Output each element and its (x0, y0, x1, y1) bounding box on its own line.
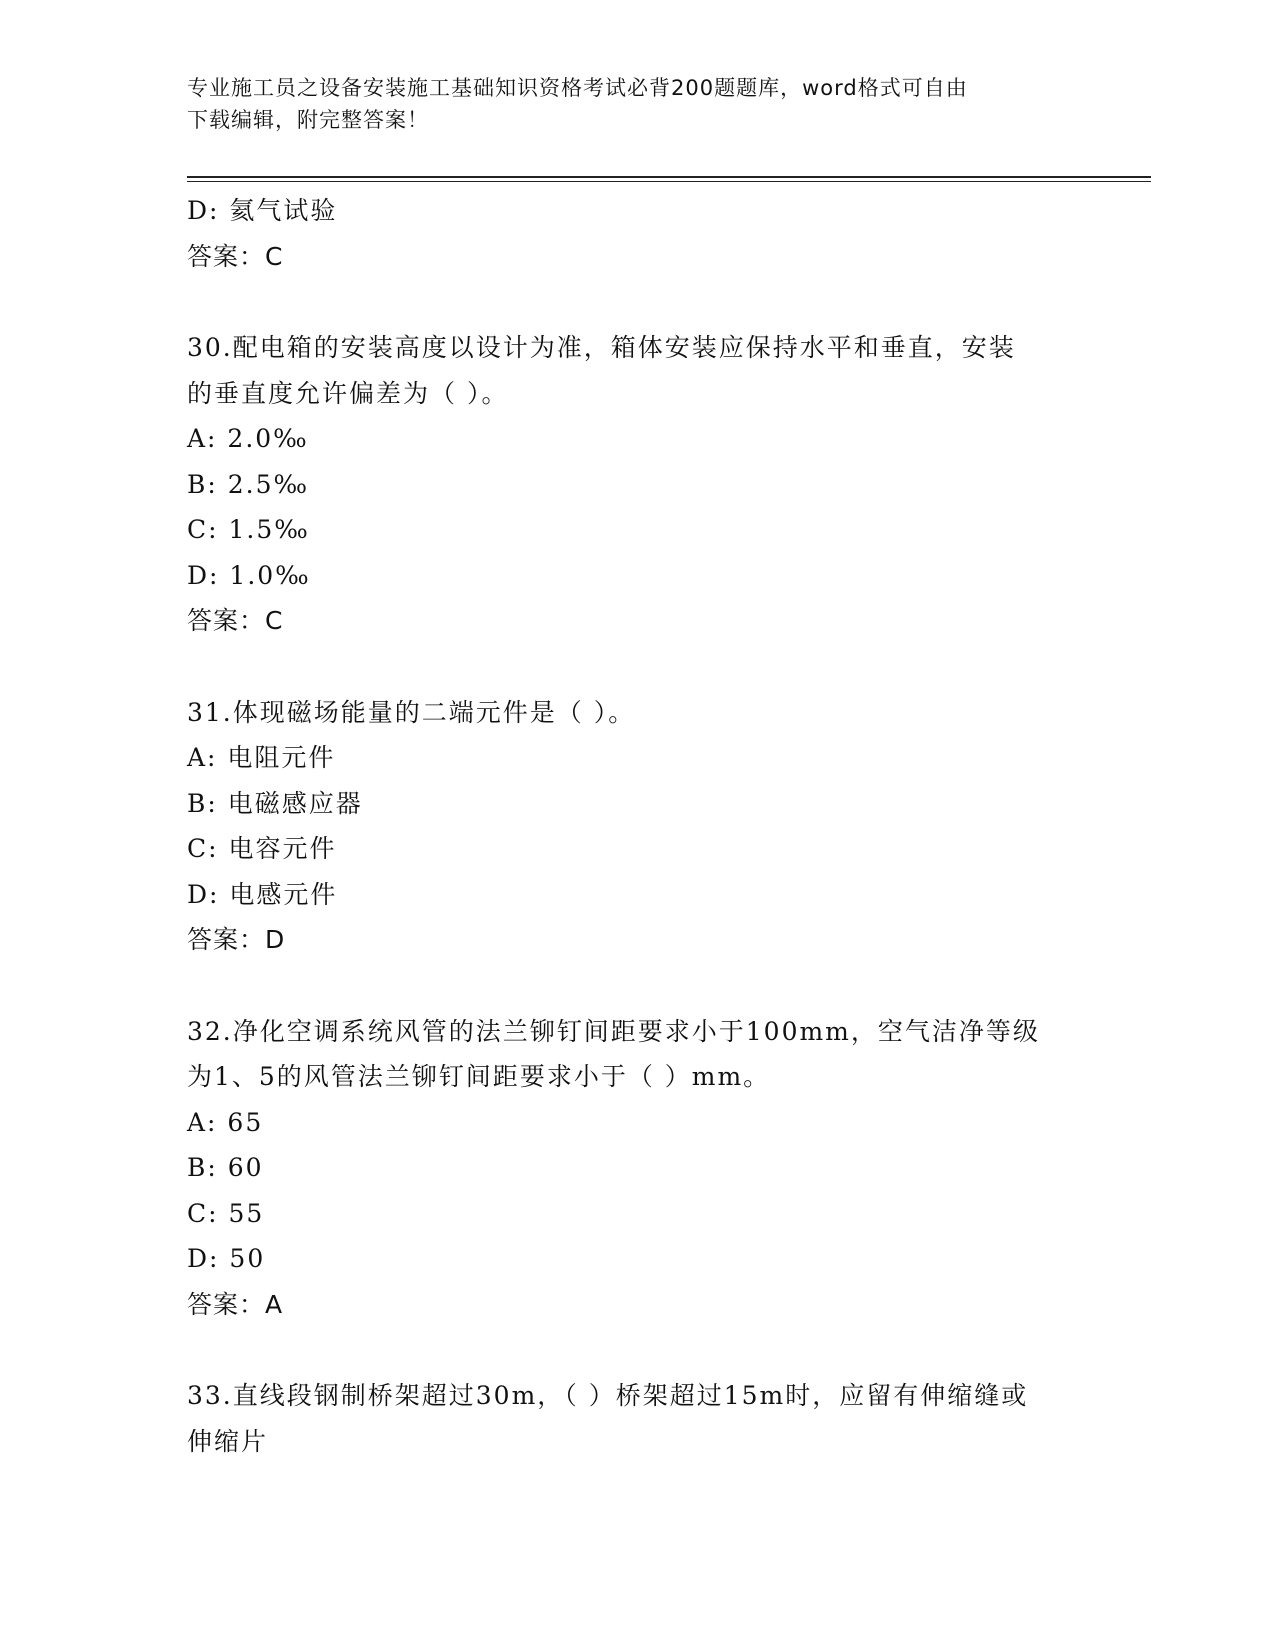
header-divider-thin (187, 181, 1151, 182)
question-30-text-line-1: 30.配电箱的安装高度以设计为准，箱体安装应保持水平和垂直，安装 (187, 333, 1016, 362)
option-b: B: 2.5‰ (187, 469, 310, 499)
question-31-text: 31.体现磁场能量的二端元件是（ ）。 (187, 697, 636, 727)
option-c: C: 电容元件 (187, 834, 337, 863)
option-c: C: 55 (187, 1198, 265, 1228)
answer-line: 答案：C (187, 606, 284, 635)
option-a: A: 电阻元件 (187, 743, 336, 772)
header-line-2: 下载编辑，附完整答案！ (187, 108, 429, 132)
header-line-1: 专业施工员之设备安装施工基础知识资格考试必背200题题库，word格式可自由 (187, 76, 968, 100)
question-list (187, 188, 1087, 1464)
option-d: D: 1.0‰ (187, 560, 311, 590)
spacer (187, 963, 1087, 1009)
question-32-text-line-2: 为1、5的风管法兰铆钉间距要求小于（ ）mm。 (187, 1062, 771, 1091)
option-c: C: 1.5‰ (187, 515, 310, 544)
header-divider-thick (187, 176, 1151, 178)
spacer (187, 1327, 1087, 1373)
question-33-text-line-1: 33.直线段钢制桥架超过30m，（ ）桥架超过15m时，应留有伸缩缝或 (187, 1381, 1029, 1410)
question-32-text-line-1: 32.净化空调系统风管的法兰铆钉间距要求小于100mm，空气洁净等级 (187, 1016, 1040, 1046)
option-d: D: 50 (187, 1244, 266, 1273)
spacer (187, 644, 1087, 690)
option-d: D: 氦气试验 (187, 196, 338, 225)
question-30-text-line-2: 的垂直度允许偏差为（ ）。 (187, 378, 509, 408)
option-b: B: 60 (187, 1153, 264, 1182)
answer-line: 答案：C (187, 241, 284, 271)
option-d: D: 电感元件 (187, 879, 338, 909)
spacer (187, 279, 1087, 325)
answer-line: 答案：D (187, 925, 286, 954)
answer-line: 答案：A (187, 1289, 284, 1319)
option-a: A: 2.0‰ (187, 424, 309, 453)
document-header (187, 72, 1077, 136)
question-33-text-line-2: 伸缩片 (187, 1426, 269, 1456)
option-a: A: 65 (187, 1107, 264, 1137)
option-b: B: 电磁感应器 (187, 788, 363, 818)
